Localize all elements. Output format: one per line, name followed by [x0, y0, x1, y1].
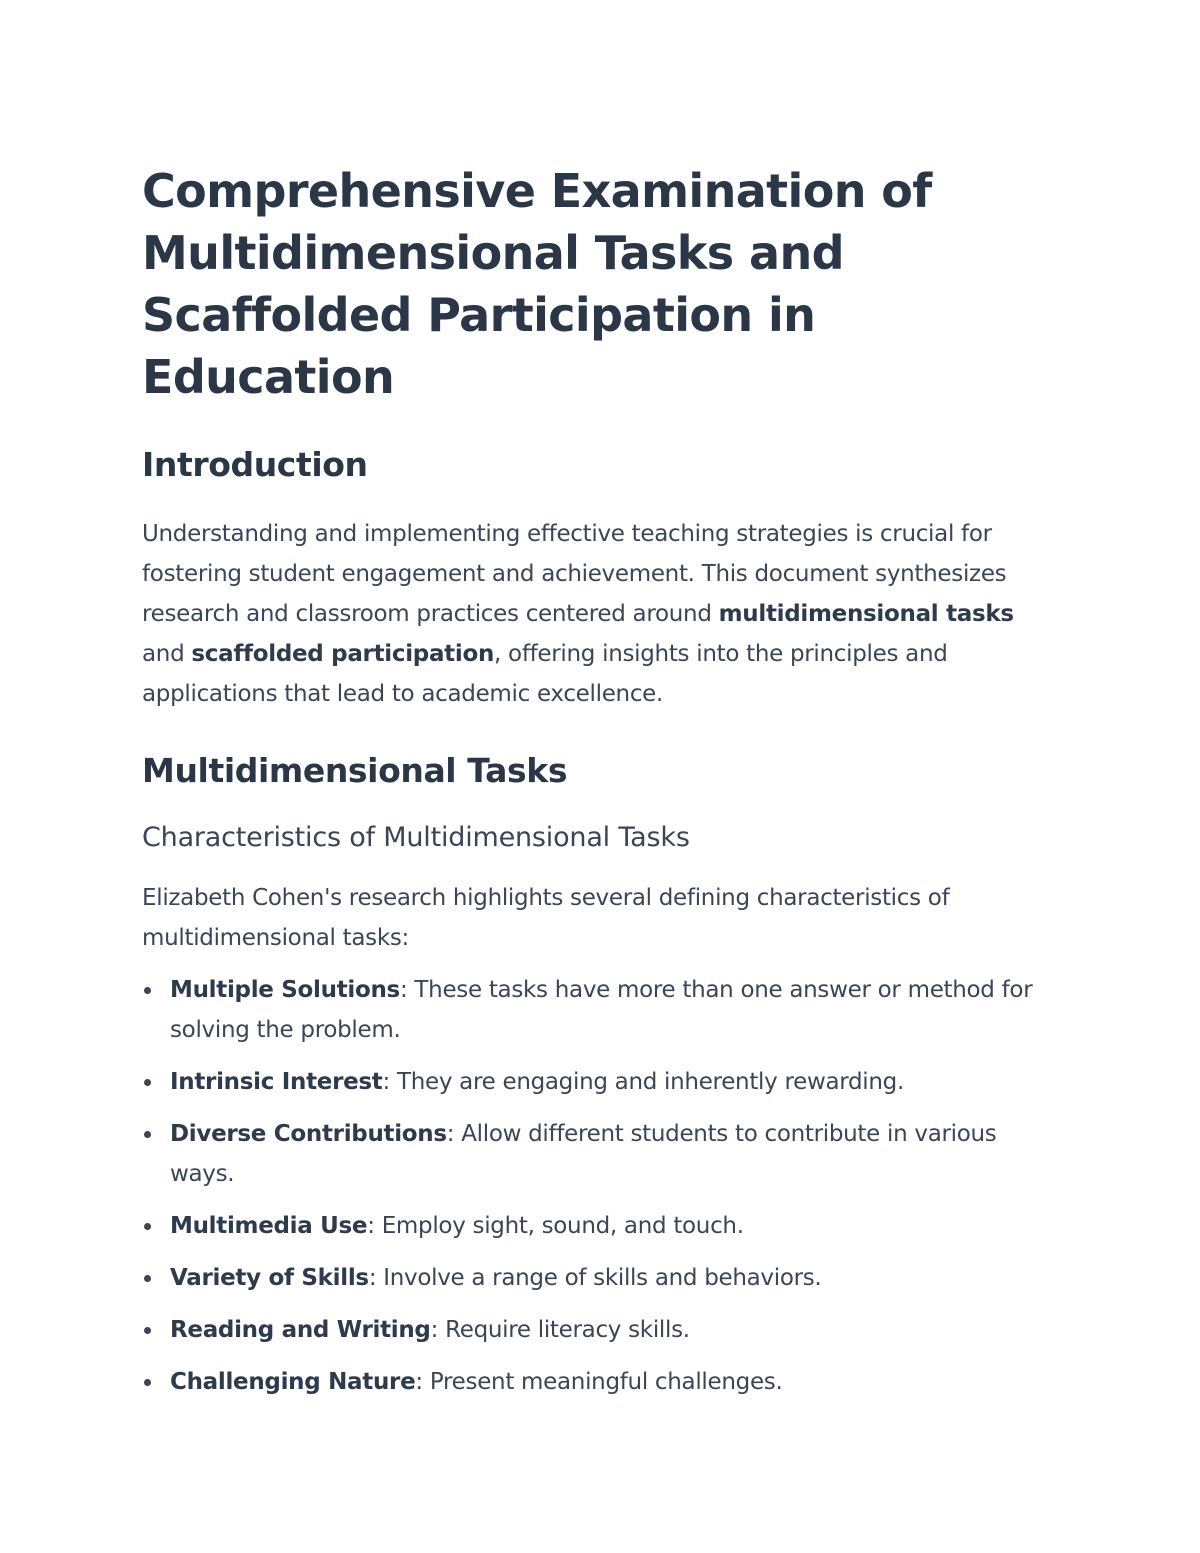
list-item-description: : Require literacy skills. — [430, 1317, 690, 1343]
bullet-icon — [144, 1379, 151, 1386]
list-item — [170, 1062, 1060, 1102]
list-item-description: : These tasks have more than one answer or method for solving the problem. — [170, 977, 1033, 1043]
section-heading-multidimensional-tasks: Multidimensional Tasks — [142, 751, 568, 790]
list-item — [170, 1362, 1060, 1402]
intro-bold-scaffolded-participation: scaffolded participation — [191, 641, 495, 667]
bullet-icon — [144, 1275, 151, 1282]
intro-text-part3: , offering insights into the principles and applications that lead to academic excellence. — [142, 641, 948, 707]
bullet-icon — [144, 1131, 151, 1138]
list-item-description: : Present meaningful challenges. — [415, 1369, 783, 1395]
list-item — [170, 1206, 1060, 1246]
list-item-term: Variety of Skills — [170, 1265, 369, 1291]
bullet-icon — [144, 1327, 151, 1334]
characteristics-list — [142, 970, 1060, 1402]
list-item-term: Multiple Solutions — [170, 977, 400, 1003]
list-item-description: : Involve a range of skills and behaviors. — [368, 1265, 822, 1291]
intro-text-part2: and — [142, 641, 192, 667]
list-item-description: : Employ sight, sound, and touch. — [367, 1213, 744, 1239]
list-item-term: Multimedia Use — [170, 1213, 368, 1239]
section-heading-introduction: Introduction — [142, 445, 368, 484]
list-item — [170, 1310, 1060, 1350]
list-item-description: : Allow different students to contribute in various ways. — [170, 1121, 997, 1187]
intro-bold-multidimensional-tasks: multidimensional tasks — [718, 601, 1014, 627]
list-item-term: Challenging Nature — [170, 1369, 416, 1395]
introduction-paragraph — [142, 514, 1060, 714]
bullet-icon — [144, 1079, 151, 1086]
subsection-heading-characteristics: Characteristics of Multidimensional Tasks — [142, 822, 690, 853]
list-item-description: : They are engaging and inherently rewarding. — [382, 1069, 904, 1095]
intro-text-part1: Understanding and implementing effective teaching strategies is crucial for fostering student engagement and achievement. This document synthesizes research and classroom practices centered around — [142, 521, 1007, 627]
bullet-icon — [144, 987, 151, 994]
list-item — [170, 1258, 1060, 1298]
list-item-term: Intrinsic Interest — [170, 1069, 383, 1095]
list-item-term: Diverse Contributions — [170, 1121, 447, 1147]
list-item-term: Reading and Writing — [170, 1317, 431, 1343]
list-item — [170, 970, 1060, 1050]
characteristics-intro-paragraph: Elizabeth Cohen's research highlights several defining characteristics of multidimensional tasks: — [142, 885, 950, 951]
bullet-icon — [144, 1223, 151, 1230]
list-item — [170, 1114, 1060, 1194]
document-title: Comprehensive Examination of Multidimensional Tasks and Scaffolded Participation in Education — [142, 164, 932, 404]
